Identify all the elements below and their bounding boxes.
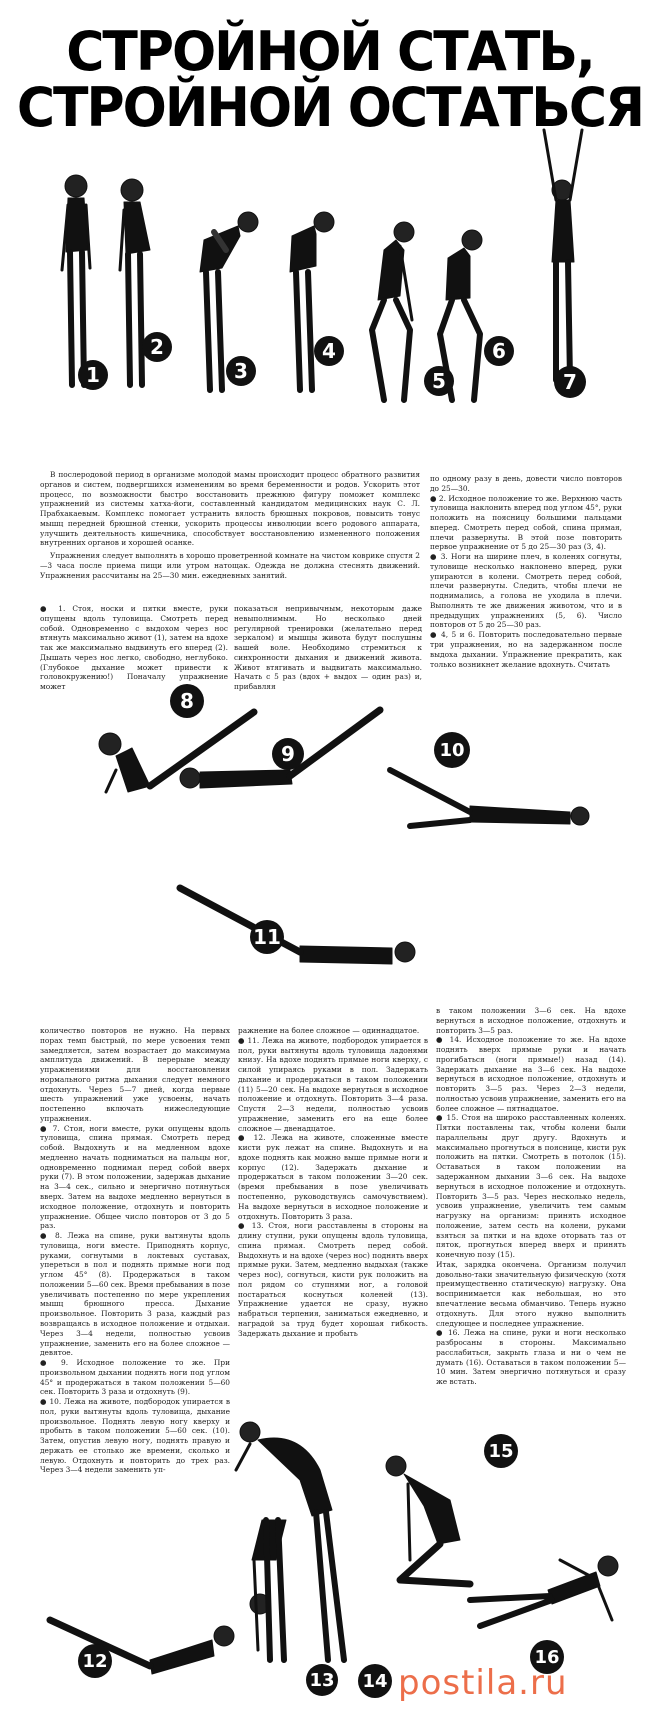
badge-10: 10: [434, 732, 470, 768]
watermark: postila.ru: [398, 1663, 568, 1703]
intro-text: [40, 470, 420, 598]
figure-5-illustration: [372, 222, 414, 400]
badge-12: 12: [78, 1644, 112, 1678]
column-5: ражнение на более сложное — одиннадцатое. ● 11. Лежа на животе, подбородок упирается в пол, руки вытянуты вдоль туловища ладонями книзу. На вдохе поднять прямые ноги кверху, с силой упираясь руками в пол. Задержать дыхание и продержаться в таком положении (11) 5—20 сек. На выдохе вернуться в исходное положение и отдохнуть. Повторить 3—4 раза. Спустя 2—3 недели, полностью усвоив упражнение, заменить его на еще более сложное — двенадцатое. ● 12. Лежа на животе, сложенные вместе кисти рук лежат на спине. Выдохнуть и на вдохе поднять как можно выше прямые ноги и корпус (12). Задержать дыхание и продержаться в таком положении 3—20 сек. (время пребывания в позе увеличивать постепенно, руководствуясь самочувствием). На выдохе вернуться в исходное положение и отдохнуть. Повторить 3 раза. ● 13. Стоя, ноги расставлены в стороны на длину ступни, руки опущены вдоль туловища, спина прямая. Смотреть перед собой. Выдохнуть и на вдохе (через нос) поднять вверх прямые руки. Затем, медленно выдыхая (также через нос), согнуться, кисти рук положить на пол рядом со ступнями ног, а головой постараться коснуться коленей (13). Упражнение удается не сразу, нужно набраться терпения, заниматься ежедневно, и наградой за труд будет хорошая гибкость. Задержать дыхание и пробыть: [238, 1026, 428, 1338]
badge-8: 8: [170, 684, 204, 718]
badge-9: 9: [272, 738, 304, 770]
badge-14: 14: [358, 1664, 392, 1698]
badge-6: 6: [484, 336, 514, 366]
column-3: по одному разу в день, довести число повторов до 25—30. ● 2. Исходное положение то же. Верхнюю часть туловища наклонить вперед под углом 45°, руки положить на поясницу большими пальцами вперед. Смотреть перед собой, спина прямая, плечи развернуты. В этой позе повторить первое упражнение от 5 до 25—30 раз (3, 4). ● 3. Ноги на ширине плеч, в коленях согнуты, туловище несколько наклонено вперед, руки упираются в колени. Смотреть перед собой, плечи развернуты. Следить, чтобы плечи не поднимались, а голова не уходила в плечи. Выполнять те же движения животом, что и в предыдущих упражнениях (5, 6). Число повторов от 5 до 25—30 раз. ● 4, 5 и 6. Повторить последовательно первые три упражнения, но на задержанном после выдоха дыхании. Упражнение прекратить, как только возникнет желание вдохнуть. Считать: [430, 474, 622, 669]
badge-7: 7: [554, 366, 586, 398]
figure-7-illustration: [544, 130, 582, 380]
figure-16-illustration: [470, 1556, 618, 1626]
badge-2: 2: [142, 332, 172, 362]
column-4: количество повторов не нужно. На первых порах темп быстрый, по мере усвоения темп замедляется, затем возрастает до максимума амплитуда движений. В перерыве между упражнениями для восстановления нормального ритма дыхания следует немного отдохнуть. Через 5—7 дней, когда первые шесть упражнений уже усвоены, начать постепенно включать нижеследующие упражнения. ● 7. Стоя, ноги вместе, руки опущены вдоль туловища, спина прямая. Смотреть перед собой. Выдохнуть и на медленном вдохе медленно начать подниматься на пальцы ног, одновременно поднимая перед собой вверх руки (7). В этом положении, задержав дыхание на 3—4 сек., сильно и энергично потянуться вверх. Затем на выдохе медленно вернуться в исходное положение, отдохнуть и повторить упражнение. Общее число повторов от 3 до 5 раз. ● 8. Лежа на спине, руки вытянуты вдоль туловища, ноги вместе. Приподнять корпус, руками, согнутыми в локтевых суставах, упереться в пол и поднять прямые ноги под углом 45° (8). Продержаться в таком положении 5—60 сек. Время пребывания в позе увеличивать постепенно по мере укрепления мышц брюшного пресса. Дыхание произвольное. Повторить 3 раза, каждый раз возвращаясь в исходное положение и отдыхая. Через 3—4 недели, полностью усвоив упражнение, заменить его на более сложное — девятое. ● 9. Исходное положение то же. При произвольном дыхании поднять ноги под углом 45° и продержаться в таком положении 5—60 сек. Повторить 3 раза и отдохнуть (9). ● 10. Лежа на животе, подбородок упирается в пол, руки вытянуты вдоль туловища, дыхание произвольное. Поднять левую ногу кверху и пробыть в таком положении 5—60 сек. (10). Затем, опустив левую ногу, поднять правую и держать ее столько же времени, сколько и левую. Отдохнуть и повторить до трех раз. Через 3—4 недели заменить уп-: [40, 1026, 230, 1475]
badge-15: 15: [484, 1434, 518, 1468]
page-title-line1: СТРОЙНОЙ СТАТЬ,: [66, 20, 594, 84]
column-6: в таком положении 3—6 сек. На вдохе вернуться в исходное положение, отдохнуть и повторить 3—5 раз. ● 14. Исходное положение то же. На вдохе поднять вверх прямые руки и начать прогибаться (ноги прямые!) назад (14). Задержать дыхание на 3—6 сек. На выдохе вернуться в исходное положение, отдохнуть и повторить 3—5 раз. Через 2—3 недели, полностью усвоив упражнение, заменить его на более сложное — пятнадцатое. ● 15. Стоя на широко расставленных коленях. Пятки поставлены так, чтобы колени были параллельны друг другу. Вдохнуть и максимально прогнуться в пояснице, кисти рук положить на пятки. Смотреть в потолок (15). Оставаться в таком положении на задержанном дыхании 3—6 сек. На выдохе вернуться в исходное положение и отдохнуть. Повторить 3—5 раз. Через несколько недель, усвоив упражнение, увеличить тем самым нагрузку на организм: принять исходное положение, затем сесть на колени, руками взяться за пятки и на вдохе оторвать таз от пяток, прогнуться вперед вверх и принять конечную позу (15). Итак, зарядка окончена. Организм получил довольно-таки значительную физическую (хотя преимущественно статическую) нагрузку. Она воспринимается как небольшая, но это впечатление весьма обманчиво. Теперь нужно отдохнуть. Для этого нужно выполнить следующее и последнее упражнение. ● 16. Лежа на спине, руки и ноги несколько разбросаны в стороны. Максимально расслабиться, закрыть глаза и ни о чем не думать (16). Оставаться в таком положении 5—10 мин. Затем энергично потянуться и сразу же встать.: [436, 1006, 626, 1387]
badge-5: 5: [424, 366, 454, 396]
page-title-line2: СТРОЙНОЙ ОСТАТЬСЯ: [16, 76, 644, 140]
column-2: показаться непривычным, некоторым даже невыполнимым. Но несколько дней регулярной тренировки (желательно перед зеркалом) и мышцы живота будут послушны вашей воле. Необходимо стремиться к синхронности дыхания и движений живота. Живот втягивать и выдвигать максимально. Начать с 5 раз (вдох + выдох — один раз) и, прибавляя: [234, 604, 422, 692]
figure-11-illustration: [180, 888, 415, 964]
column-1: ● 1. Стоя, носки и пятки вместе, руки опущены вдоль туловища. Смотреть перед собой. Одновременно с выдохом через нос втянуть максимально живот (1), затем на вдохе так же максимально выдвинуть его вперед (2). Дышать через нос легко, свободно, неглубоко. (Глубокое дыхание может привести к головокружению!) Поначалу упражнение может: [40, 604, 228, 692]
badge-3: 3: [226, 356, 256, 386]
intro-paragraph-2: Упражнения следует выполнять в хорошо проветренной комнате на чистом коврике спустя 2—3 часа после приема пищи или утром натощак. Одежда не должна стеснять движений. Упражнения рассчитаны на 25—30 мин. ежедневных занятий.: [40, 551, 420, 580]
badge-1: 1: [78, 360, 108, 390]
figure-12-illustration: [50, 1620, 234, 1674]
figure-10-illustration: [390, 770, 589, 826]
badge-13: 13: [306, 1664, 338, 1696]
figure-15-illustration: [386, 1456, 470, 1584]
badge-16: 16: [530, 1640, 564, 1674]
figure-1-illustration: [62, 175, 90, 385]
badge-4: 4: [314, 336, 344, 366]
intro-paragraph-1: В послеродовой период в организме молодой мамы происходит процесс обратного развития органов и систем, подвергшихся изменениям во время беременности и родов. Ускорить этот процесс, по возможности быстро восстановить прежнюю фигуру поможет комплекс упражнений из системы хатха-йоги, составленный кандидатом медицинских наук С. Л. Прабхакаевым. Комплекс помогает устранить вялость брюшных покровов, повысить тонус мышц передней брюшной стенки, ускорить процессы инволюции всего родового аппарата, улучшить деятельность кишечника, способствует восстановлению измененного положения внутренних органов и хорошей осанке.: [40, 470, 420, 548]
figure-13-illustration: [250, 1520, 286, 1660]
badge-11: 11: [250, 920, 284, 954]
figure-14-illustration: [236, 1422, 344, 1660]
